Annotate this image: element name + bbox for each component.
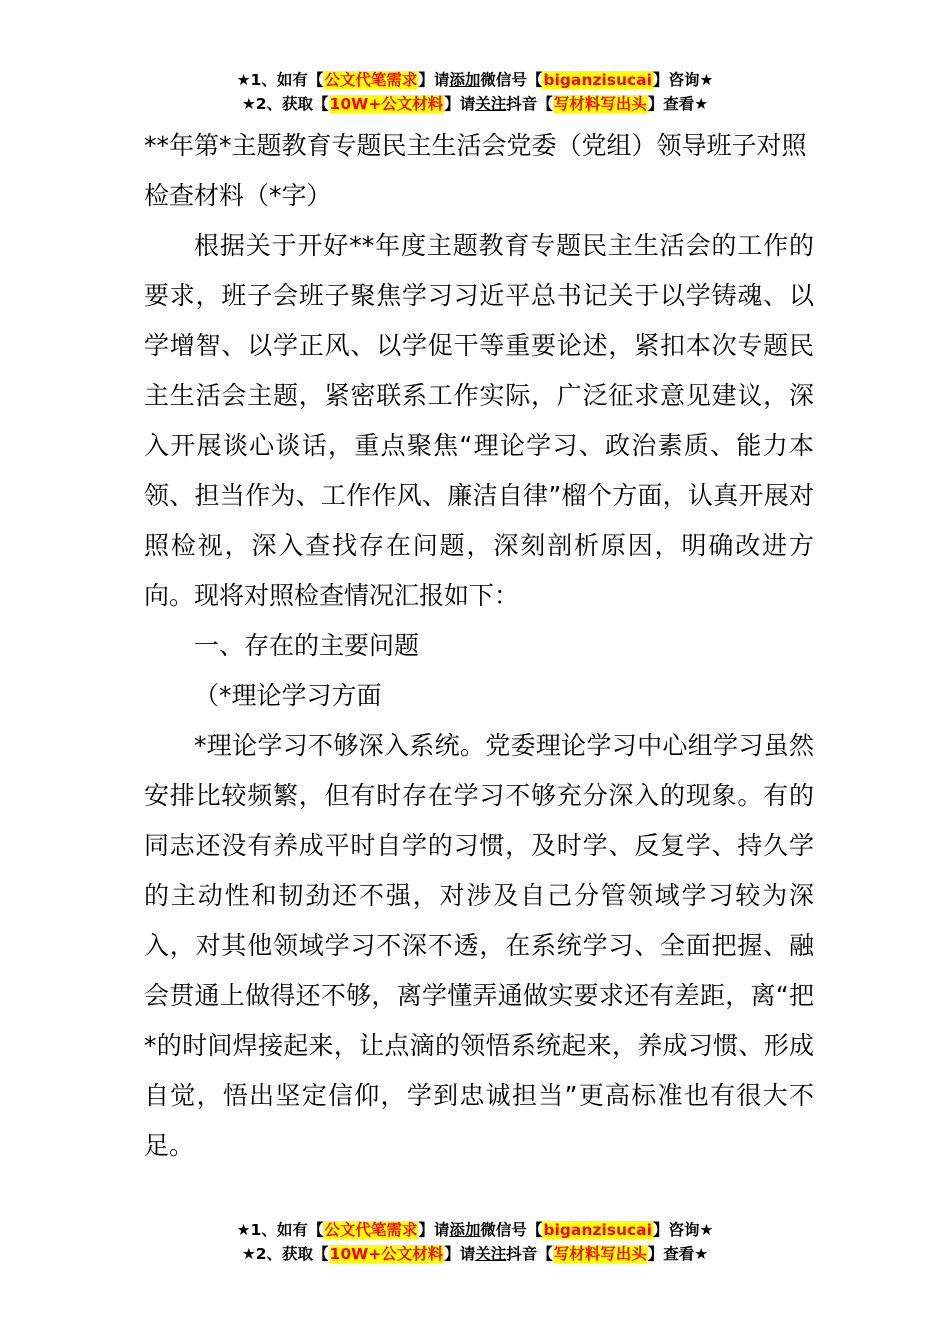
document-title: **年第*主题教育专题民主生活会党委（党组）领导班子对照检查材料（*字） bbox=[144, 131, 807, 210]
document-body bbox=[144, 121, 814, 1171]
subsection-heading: （*理论学习方面 bbox=[194, 681, 382, 710]
banner-underline: 添加 bbox=[449, 1221, 481, 1239]
banner-highlight: 写材料写出头 bbox=[553, 95, 647, 113]
banner-line-1 bbox=[0, 1218, 950, 1242]
banner-text: 】请 bbox=[418, 1221, 450, 1239]
banner-text: ★2、获取【 bbox=[241, 1245, 329, 1263]
banner-line-1 bbox=[0, 68, 950, 92]
banner-text: 】请 bbox=[444, 1245, 476, 1263]
header-banner bbox=[0, 68, 950, 116]
banner-highlight: biganzisucai bbox=[543, 1221, 652, 1239]
banner-text: 】查看★ bbox=[647, 95, 709, 113]
banner-text: 】查看★ bbox=[647, 1245, 709, 1263]
banner-highlight: 公文代笔需求 bbox=[324, 71, 418, 89]
paragraph-intro: 根据关于开好**年度主题教育专题民主生活会的工作的要求，班子会班子聚焦学习习近平总书记关于以学铸魂、以学增智、以学正风、以学促干等重要论述，紧扣本次专题民主生活会主题，紧密联系工作实际，广泛征求意见建议，深入开展谈心谈话，重点聚焦“理论学习、政治素质、能力本领、担当作为、工作作风、廉洁自律”榴个方面，认真开展对照检视，深入查找存在问题，深刻剖析原因，明确改进方向。现将对照检查情况汇报如下： bbox=[144, 231, 814, 610]
banner-text: 】请 bbox=[418, 71, 450, 89]
banner-highlight: 写材料写出头 bbox=[553, 1245, 647, 1263]
banner-underline: 添加 bbox=[449, 71, 481, 89]
banner-text: 】咨询★ bbox=[652, 1221, 714, 1239]
banner-line-2 bbox=[0, 1242, 950, 1266]
banner-text: ★1、如有【 bbox=[236, 71, 324, 89]
banner-text: 】请 bbox=[444, 95, 476, 113]
banner-text: 微信号【 bbox=[480, 1221, 543, 1239]
banner-line-2 bbox=[0, 92, 950, 116]
banner-highlight: 10W+公文材料 bbox=[329, 1245, 444, 1263]
banner-text: 微信号【 bbox=[480, 71, 543, 89]
banner-underline: 关注 bbox=[475, 1245, 507, 1263]
footer-banner bbox=[0, 1218, 950, 1266]
banner-highlight: 公文代笔需求 bbox=[324, 1221, 418, 1239]
banner-text: 抖音【 bbox=[506, 1245, 553, 1263]
banner-underline: 关注 bbox=[475, 95, 507, 113]
banner-highlight: biganzisucai bbox=[543, 71, 652, 89]
banner-text: ★2、获取【 bbox=[241, 95, 329, 113]
banner-text: 】咨询★ bbox=[652, 71, 714, 89]
banner-highlight: 10W+公文材料 bbox=[329, 95, 444, 113]
paragraph-theory-study: *理论学习不够深入系统。党委理论学习中心组学习虽然安排比较频繁，但有时存在学习不够充分深入的现象。有的同志还没有养成平时自学的习惯，及时学、反复学、持久学的主动性和韧劲还不强，对涉及自己分管领域学习较为深入，对其他领域学习不深不透，在系统学习、全面把握、融会贯通上做得还不够，离学懂弄通做实要求还有差距，离“把*的时间焊接起来，让点滴的领悟系统起来，养成习惯、形成自觉，悟出坚定信仰，学到忠诚担当”更高标准也有很大不足。 bbox=[144, 731, 814, 1160]
banner-text: 抖音【 bbox=[506, 95, 553, 113]
banner-text: ★1、如有【 bbox=[236, 1221, 324, 1239]
section-heading: 一、存在的主要问题 bbox=[194, 631, 420, 660]
